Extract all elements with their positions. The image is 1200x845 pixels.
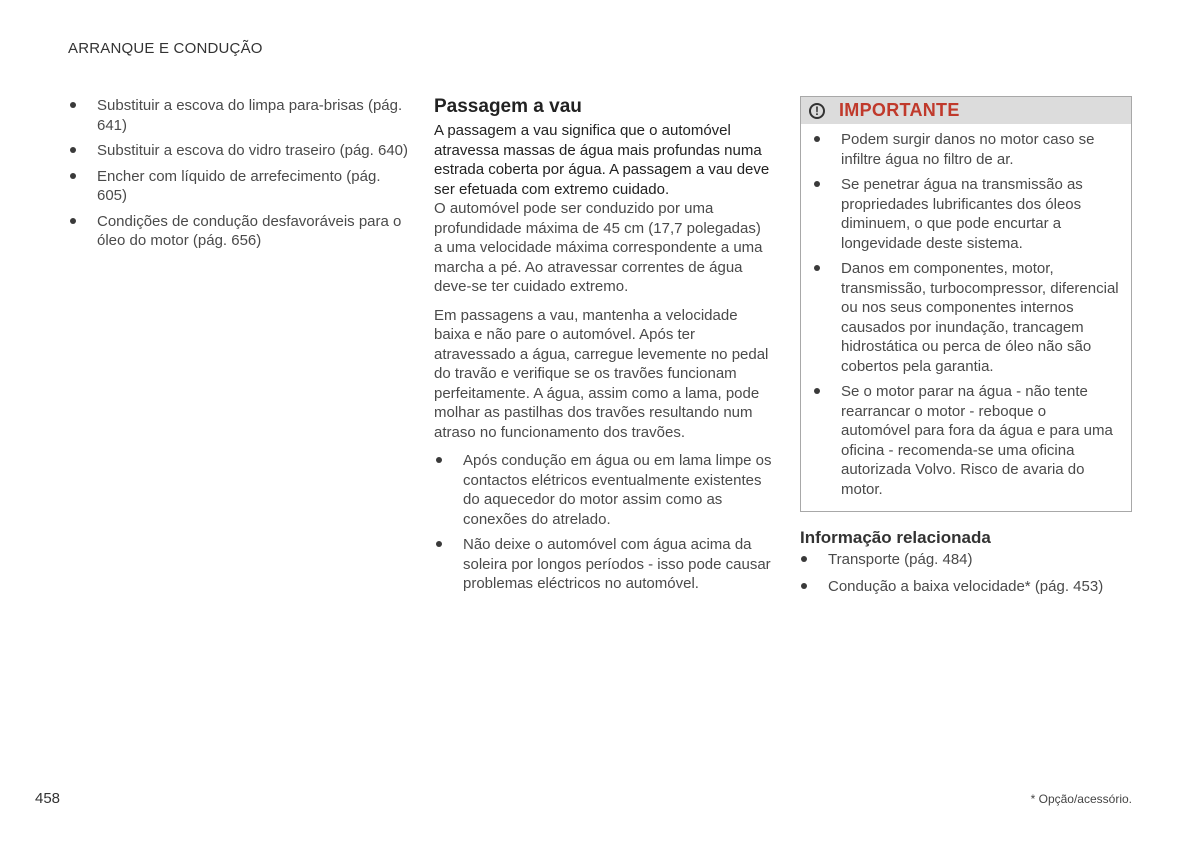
list-item-text: Substituir a escova do limpa para-brisas (pág. 641) <box>97 97 403 134</box>
body-paragraph: Em passagens a vau, mantenha a velocidade baixa e não pare o automóvel. Após ter atravessado a água, carregue levemente no pedal do travão e verifique se os travões funcionam perfeitamente. A água, assim como a lama, pode molhar as pastilhas dos travões resultando num atraso no funcionamento dos travões. <box>434 306 769 441</box>
bullet-icon <box>814 181 820 187</box>
bullet-icon <box>436 457 442 463</box>
footnote: * Opção/acessório. <box>1030 792 1132 806</box>
list-item <box>434 535 772 594</box>
section-title: Passagem a vau <box>434 96 582 117</box>
important-bullet-list <box>812 130 1119 499</box>
page-number: 458 <box>35 790 61 807</box>
important-title: IMPORTANTE <box>839 100 960 120</box>
related-link[interactable] <box>800 550 1132 570</box>
list-item-text: Condições de condução desfavoráveis para o óleo do motor (pág. 656) <box>97 212 402 249</box>
middle-bullet-list <box>434 451 772 594</box>
list-item-text: Podem surgir danos no motor caso se infiltre água no filtro de ar. <box>841 131 1095 168</box>
middle-column <box>434 96 772 600</box>
related-link-text: Transporte (pág. 484) <box>828 551 973 568</box>
exclamation-circle-icon: ! <box>809 103 825 119</box>
related-link[interactable] <box>800 577 1132 597</box>
bullet-icon <box>436 541 442 547</box>
related-list <box>800 550 1132 596</box>
list-item <box>812 175 1119 253</box>
list-item <box>434 451 772 529</box>
list-item-text: Se penetrar água na transmissão as propriedades lubrificantes dos óleos diminuem, o que pode encurtar a longevidade deste sistema. <box>841 176 1083 252</box>
list-item-text: Encher com líquido de arrefecimento (pág. 605) <box>97 167 381 204</box>
list-item-text: Após condução em água ou em lama limpe os contactos elétricos eventualmente existentes do aquecedor do motor assim como as conexões do atrelado. <box>463 452 772 528</box>
bullet-icon <box>814 265 820 271</box>
left-bullet-list <box>68 96 408 251</box>
bullet-icon <box>814 136 820 142</box>
related-title: Informação relacionada <box>800 528 991 547</box>
list-item[interactable] <box>68 141 408 161</box>
list-item-text: Se o motor parar na água - não tente rearrancar o motor - reboque o automóvel para fora da água e para uma oficina - recomenda-se uma oficina autorizada Volvo. Risco de avaria do motor. <box>841 383 1113 498</box>
bullet-icon <box>814 388 820 394</box>
list-item[interactable] <box>68 212 408 251</box>
list-item-text: Substituir a escova do vidro traseiro (pág. 640) <box>97 142 408 159</box>
bullet-icon <box>801 556 807 562</box>
important-header <box>801 97 1131 124</box>
right-column <box>800 96 1132 603</box>
important-notice <box>800 96 1132 512</box>
list-item[interactable] <box>68 96 408 135</box>
bullet-icon <box>70 173 76 179</box>
list-item-text: Não deixe o automóvel com água acima da soleira por longos períodos - isso pode causar problemas eléctricos no automóvel. <box>463 536 771 592</box>
list-item <box>812 130 1119 169</box>
list-item <box>812 259 1119 376</box>
list-item <box>812 382 1119 499</box>
bullet-icon <box>70 147 76 153</box>
list-item-text: Danos em componentes, motor, transmissão, turbocompressor, diferencial ou nos seus componentes internos causados por inundação, trancagem hidrostática ou perca de óleo não são cobertos pela garantia. <box>841 260 1119 375</box>
bullet-icon <box>801 583 807 589</box>
related-link-text: Condução a baixa velocidade* (pág. 453) <box>828 577 1104 595</box>
running-head: ARRANQUE E CONDUÇÃO <box>68 40 263 57</box>
bullet-icon <box>70 218 76 224</box>
left-column <box>68 96 408 257</box>
bullet-icon <box>70 102 76 108</box>
intro-paragraph: A passagem a vau significa que o automóvel atravessa massas de água mais profundas numa estrada coberta por água. A passagem a vau deve ser efetuada com extremo cuidado. <box>434 122 770 198</box>
important-body <box>801 124 1131 511</box>
list-item[interactable] <box>68 167 408 206</box>
body-paragraph: O automóvel pode ser conduzido por uma profundidade máxima de 45 cm (17,7 polegadas) a uma velocidade máxima correspondente a uma marcha a pé. Ao atravessar correntes de água deve-se ter cuidado extremo. <box>434 200 763 295</box>
